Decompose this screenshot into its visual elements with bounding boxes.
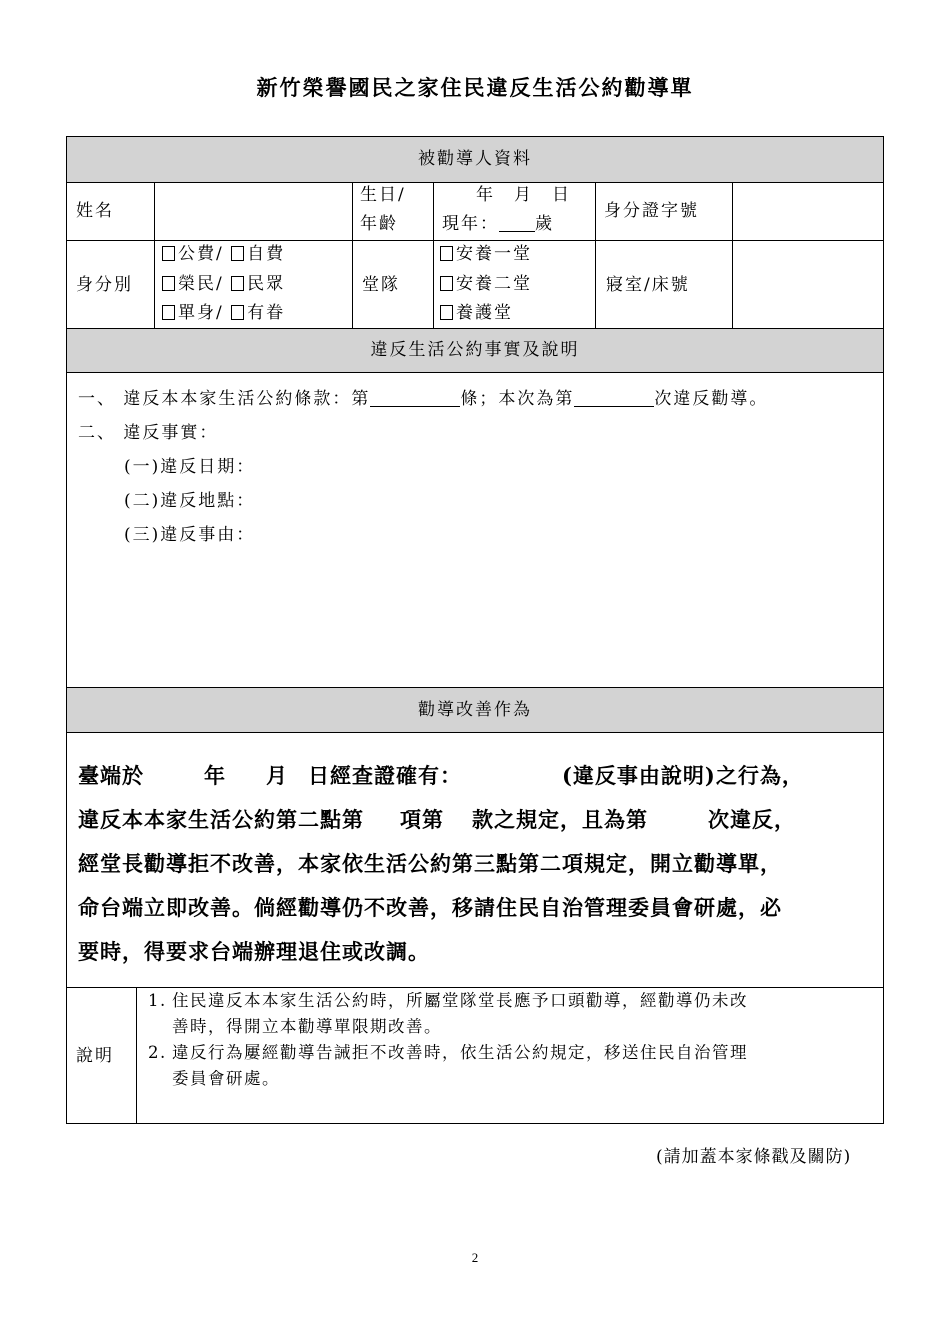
checkbox[interactable] — [440, 276, 453, 291]
document-title: 新竹榮譽國民之家住民違反生活公約勸導單 — [256, 75, 694, 100]
checkbox[interactable] — [231, 305, 244, 320]
age-blank[interactable] — [499, 231, 535, 232]
unit-options: 安養一堂 安養二堂 養護堂 — [440, 240, 532, 329]
violation-place-label: (二)違反地點： — [124, 491, 256, 511]
section-header-person-info: 被勸導人資料 — [418, 149, 532, 169]
unit-label: 堂隊 — [362, 275, 400, 295]
section-header-correction: 勸導改善作為 — [418, 700, 532, 720]
notes-label: 說明 — [76, 1046, 114, 1066]
stamp-instruction: (請加蓋本家條戳及關防) — [656, 1147, 852, 1167]
page-number: 2 — [471, 1250, 479, 1265]
birth-age-field[interactable]: 年 月 日 現年： 歲 — [442, 185, 571, 234]
identity-label: 身分別 — [76, 275, 133, 295]
form-table — [66, 136, 884, 1124]
violation-reason-label: (三)違反事由： — [124, 525, 256, 545]
violation-date-label: (一)違反日期： — [124, 457, 256, 477]
identity-options: 公費/ 自費 榮民/ 民眾 單身/ 有眷 — [162, 240, 285, 329]
count-blank[interactable] — [574, 406, 654, 407]
birth-age-label: 生日/ 年齡 — [360, 185, 406, 234]
note-item: 2. 違反行為屢經勸導告誡拒不改善時，依生活公約規定，移送住民自治管理 委員會研處。 — [148, 1043, 748, 1088]
correction-statement: 臺端於 年 月 日經查證確有： (違反事由說明)之行為， 違反本本家生活公約第二點第 項第 款之規定，且為第 次違反， 經堂長勸導拒不改善，本家依生活公約第三點第二項規定，開立勸導單， 命台端立即改善。倘經勸導仍不改善，移請住民自治管理委員會研處，必 要時，得要求台端辦理退住或改調。 — [78, 763, 804, 964]
checkbox[interactable] — [440, 246, 453, 261]
checkbox[interactable] — [162, 246, 175, 261]
id-number-label: 身分證字號 — [604, 201, 699, 221]
checkbox[interactable] — [231, 276, 244, 291]
room-bed-field[interactable] — [733, 241, 883, 327]
checkbox[interactable] — [162, 276, 175, 291]
id-number-field[interactable] — [733, 183, 883, 240]
checkbox[interactable] — [162, 305, 175, 320]
checkbox[interactable] — [231, 246, 244, 261]
room-bed-label: 寢室/床號 — [606, 275, 690, 295]
name-label: 姓名 — [76, 201, 114, 221]
checkbox[interactable] — [440, 305, 453, 320]
section-header-violation: 違反生活公約事實及說明 — [370, 340, 580, 360]
note-item: 1. 住民違反本本家生活公約時，所屬堂隊堂長應予口頭勸導，經勸導仍未改 善時，得開立本勸導單限期改善。 — [148, 991, 748, 1036]
article-blank[interactable] — [370, 406, 460, 407]
violation-facts: 一、 違反本本家生活公約條款：第 條；本次為第 次違反勸導。 二、 違反事實： (一)違反日期： (二)違反地點： (三)違反事由： — [78, 382, 768, 552]
name-field[interactable] — [155, 183, 351, 240]
notes-list — [148, 988, 878, 1092]
